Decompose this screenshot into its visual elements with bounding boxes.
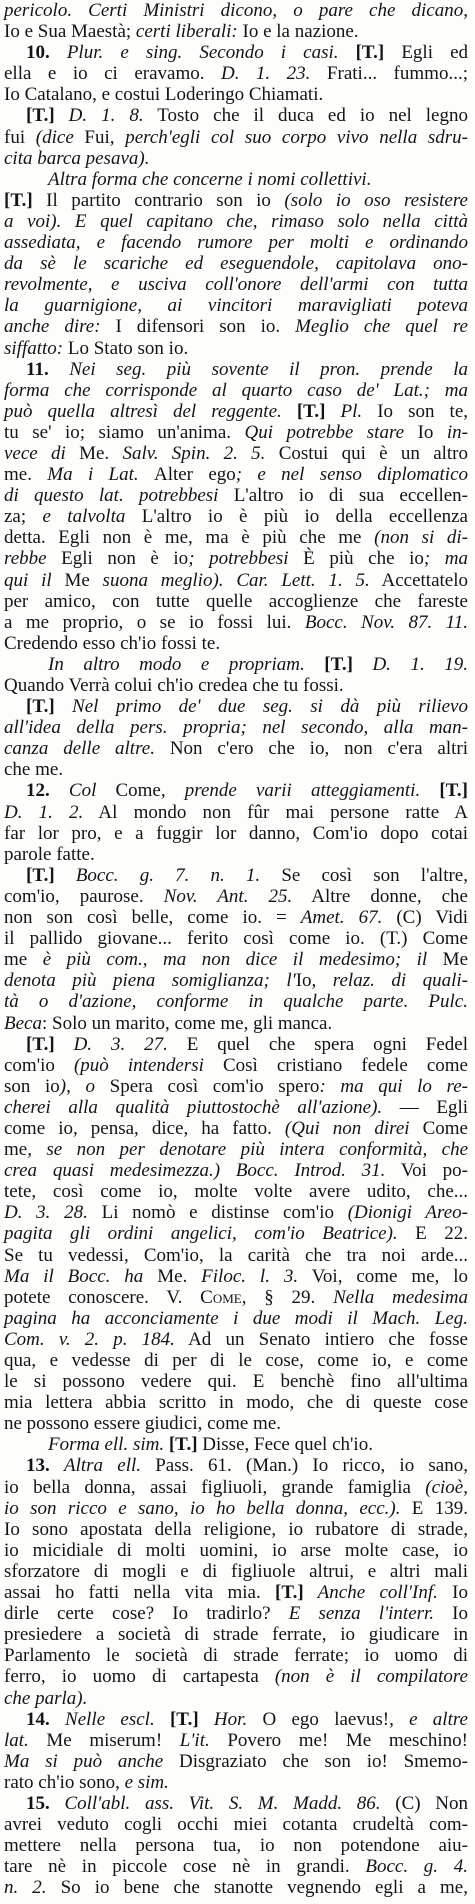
italic-run: assediata, e facendo rumore per molti e ordinando (4, 232, 468, 254)
text-run: ferro, io uomo di cartapesta (4, 1666, 275, 1688)
italic-run: è più com., ma non dice il medesimo; il (27, 949, 443, 971)
text-line (4, 63, 468, 84)
text-line (4, 907, 468, 928)
text-run: L'altro io di sua eccellen- (233, 485, 468, 507)
italic-run: cherei alla qualità piuttostochè all'azione). (4, 1096, 383, 1118)
text-run: per amico, con tutte quelle accoglienze che fareste (4, 590, 468, 612)
italic-run: Nella medesima (333, 1286, 468, 1308)
italic-run: vece di (4, 442, 80, 464)
text-line (4, 274, 468, 295)
text-line (4, 1603, 468, 1624)
italic-run: Bocc. g. 7. n. 1. (54, 864, 261, 886)
italic-run: da sè le scariche ed eseguendole, capitolava ono- (4, 253, 468, 275)
text-run: tu se' io; siamo un'anima. (4, 421, 245, 443)
text-run: E 139. (400, 1497, 468, 1519)
text-run: Non c'ero che io, non c'era altri (169, 738, 468, 760)
text-line (4, 991, 468, 1012)
bold-run: 15. (26, 1792, 65, 1814)
text-run: Egli non è io (61, 548, 189, 570)
text-run: non son così belle, come io. = (4, 907, 301, 929)
text-line (4, 527, 468, 548)
text-run: potete conoscere. V. (4, 1286, 201, 1308)
text-line (4, 148, 468, 169)
text-run: Parlamento le società di strade ferrate; io uomo di (4, 1645, 468, 1667)
text-line (4, 928, 468, 949)
text-line (4, 1139, 468, 1160)
text-run: Voi, come me, lo (298, 1265, 469, 1287)
italic-run: all'idea della pers. propria; nel secondo, alla man- (4, 717, 468, 739)
text-run: I difensori son io. (115, 316, 281, 338)
text-run: io micidiale di molti uomini, io arse molte case, io (4, 1539, 468, 1561)
italic-run: D. 3. 28. (4, 1202, 88, 1224)
italic-run: Bocc. Nov. 87. 11. (304, 611, 468, 633)
text-run: Il partito contrario son io (32, 189, 285, 211)
text-line (4, 1582, 468, 1603)
text-run: Io (437, 1582, 468, 1604)
text-run: Fui (84, 126, 110, 148)
italic-run: Amet. 67. (300, 907, 383, 929)
bold-run: [T.] (168, 1434, 198, 1456)
text-line (4, 127, 468, 148)
italic-run: Coll'abl. ass. Vit. S. M. Madd. 86. (64, 1792, 381, 1814)
text-run: me. (4, 464, 48, 486)
text-line (4, 970, 468, 991)
italic-run: qui il (4, 569, 65, 591)
italic-run: Altra forma che concerne i nomi collettivi. (48, 168, 372, 190)
text-line (4, 1371, 468, 1392)
text-line (4, 612, 468, 633)
bold-run: [T.] (296, 400, 326, 422)
italic-run: Com. v. 2. p. 184. (4, 1328, 175, 1350)
italic-run: denota più piena somiglianza; l' (4, 970, 296, 992)
text-line (4, 1013, 468, 1034)
text-run: Me miserum! (28, 1729, 180, 1751)
text-line (4, 1076, 468, 1097)
text-line (4, 1688, 468, 1709)
text-run: a me proprio, o se io fossi lui. (4, 611, 305, 633)
text-line (4, 1498, 468, 1519)
text-run: Io Catalano, e costui Loderingo Chiamati. (4, 84, 324, 106)
text-run: Io (434, 1603, 469, 1625)
text-line (4, 802, 468, 823)
italic-run: io son ricco e sano, io ho bella donna, ecc.). (4, 1497, 401, 1519)
italic-run: cita barca pesava). (4, 147, 150, 169)
text-line (4, 1561, 468, 1582)
text-line (4, 1245, 468, 1266)
text-line (4, 1118, 468, 1139)
text-line (4, 696, 468, 717)
italic-run: crea quasi medesimezza.) Bocc. Introd. 31. (4, 1160, 386, 1182)
italic-run: siffatto: (4, 337, 68, 359)
text-run: Credendo esso ch'io fossi te. (4, 632, 221, 654)
text-line (4, 316, 468, 337)
text-line (4, 1856, 468, 1877)
italic-run: ; potrebbesi (188, 548, 304, 570)
italic-run: a voi). E quel capitano che, rimaso solo nella città (4, 210, 468, 232)
italic-run: E senza l'interr. (288, 1603, 435, 1625)
italic-run: lat. (4, 1729, 29, 1751)
bold-run: [T.] (275, 1582, 304, 1604)
text-line (4, 633, 468, 654)
text-line (4, 1160, 468, 1181)
italic-run: che parla). (4, 1687, 88, 1709)
text-line (4, 1097, 468, 1118)
text-run: presiedere a società di strade ferrate, io giudicare in (4, 1624, 468, 1646)
text-run: Io son te, (362, 400, 468, 422)
text-line (4, 190, 468, 211)
text-run: Lo Stato son io. (67, 337, 189, 359)
bold-run: [T.] (324, 653, 353, 675)
text-run: qua, e vedesse di per di le cose, come io, e come (4, 1350, 468, 1371)
text-line (4, 1477, 468, 1498)
text-run: Al mondo non fûr mai persone ratte A (83, 801, 468, 823)
italic-run: Bocc. g. 4. (365, 1856, 468, 1878)
text-run: detta. Egli non è me, ma è più che me (4, 527, 375, 549)
italic-run: Filoc. l. 3. (201, 1265, 299, 1287)
text-run: Voi po- (385, 1160, 468, 1182)
italic-run: Meglio che quel re (280, 316, 468, 338)
italic-run: può quella altresì del reggente. (4, 400, 297, 422)
italic-run: ; ma (423, 548, 468, 570)
bold-run: 12. (26, 780, 69, 802)
text-run: Costui qui è un altro (265, 442, 469, 464)
bold-run: 10. (26, 42, 67, 64)
text-line (4, 443, 468, 464)
text-run: È più che io (303, 548, 424, 570)
italic-run: Ma i Lat. (47, 464, 154, 486)
bold-run: [T.] (26, 105, 55, 127)
italic-run: L'it. (179, 1729, 210, 1751)
text-run: Pass. 61. (Man.) Io ricco, io sano, (155, 1455, 468, 1477)
text-run: E 22. (397, 1223, 468, 1245)
text-line (4, 548, 468, 569)
text-line (4, 1413, 468, 1434)
text-run: Me (442, 949, 468, 971)
text-line (4, 1329, 468, 1350)
italic-run: , perch'egli col suo corpo vivo nella sdru- (109, 126, 468, 148)
text-run: mettere nella persona tua, io non potendone aiu- (4, 1835, 468, 1857)
italic-run: Nov. Ant. 25. (163, 885, 293, 907)
text-line (4, 823, 468, 844)
text-run: ella e io ci eravamo. (4, 63, 221, 85)
text-line (4, 105, 468, 126)
text-run: (C) Vidi (382, 907, 468, 929)
text-run: assai ho fatti nella vita mia. (4, 1582, 276, 1604)
text-run: Quando Verrà colui ch'io credea che tu fossi. (4, 675, 344, 696)
text-line (4, 1709, 468, 1730)
text-line (4, 1793, 468, 1814)
italic-run: di questo lat. potrebbesi (4, 485, 234, 507)
text-line (4, 1835, 468, 1856)
text-run: Spera così com'io spero (109, 1075, 320, 1097)
italic-run: , relaz. di quali- (311, 970, 468, 992)
text-line (4, 42, 468, 63)
text-line (4, 422, 468, 443)
italic-run: Anche coll'Inf. (303, 1582, 438, 1604)
text-run: Me. (79, 442, 123, 464)
bold-run: [T.] (355, 42, 385, 64)
italic-run: Beca (4, 1012, 42, 1034)
text-line (4, 1519, 468, 1540)
italic-run: D. 1. 2. (4, 801, 84, 823)
text-line (4, 1266, 468, 1287)
text-run: Altre donne, che (292, 885, 468, 907)
italic-run: e sim. (124, 1771, 169, 1793)
italic-run: (dice (35, 126, 85, 148)
bold-run: [T.] (26, 1033, 55, 1055)
italic-run: In altro modo e propriam. (48, 653, 325, 675)
text-run: tare nè in piccole cose nè in grandi. (4, 1856, 366, 1878)
bold-run: 14. (26, 1708, 66, 1730)
text-run: Io e Sua Maestà; (4, 21, 136, 43)
text-line (4, 1434, 468, 1455)
italic-run: ; e nel senso diplomatico (235, 464, 469, 486)
text-run: tete, così come io, molte volte avere udito, che... (4, 1181, 468, 1203)
text-run: fui (4, 126, 36, 148)
text-run: Se così son l'altre, (260, 864, 468, 886)
italic-run: Nei seg. più sovente il pron. prende la (69, 358, 468, 380)
italic-run: (Qui non direi (284, 1117, 423, 1139)
text-run: Alter ego (153, 464, 236, 486)
text-run: za; (4, 506, 43, 528)
text-line (4, 1877, 468, 1898)
text-run: com'io (4, 1054, 74, 1076)
italic-run: D. 1. 23. (220, 63, 311, 85)
italic-run: Col (68, 780, 116, 802)
text-line (4, 1055, 468, 1076)
text-run: Povero me! Me meschino! (209, 1729, 468, 1751)
italic-run: suona meglio). Car. Lett. 1. 5. (89, 569, 370, 591)
text-run: Disgraziato che son io! Smemo- (179, 1750, 468, 1772)
italic-run: D. 3. 27. (54, 1033, 168, 1055)
text-line (4, 886, 468, 907)
italic-run: Hor. (198, 1708, 248, 1730)
text-line (4, 380, 468, 401)
text-run: far lor pro, e a fuggir lor danno, Com'io dopo cotai (4, 822, 468, 844)
italic-run: (solo io oso resistere (284, 189, 468, 211)
italic-run: , se non per denotare più intera conformità, che (27, 1139, 468, 1161)
italic-run: Forma ell. sim. (48, 1434, 169, 1456)
text-line (4, 1034, 468, 1055)
text-line (4, 21, 468, 42)
text-run: — Egli (382, 1096, 468, 1118)
text-line (4, 1308, 468, 1329)
text-run: me (4, 949, 28, 971)
italic-run: (Dionigi Areo- (347, 1202, 468, 1224)
text-run: ne possono essere giudici, come me. (4, 1413, 282, 1435)
text-run: E quel che spera ogni Fedel (167, 1033, 468, 1055)
text-run: parole fatte. (4, 843, 95, 865)
text-line (4, 949, 468, 970)
text-run: rato ch'io sono, (4, 1771, 125, 1793)
bold-run: [T.] (4, 189, 33, 211)
italic-run: , prende varii atteggiamenti. (160, 780, 440, 802)
italic-run: Nelle escl. (65, 1708, 170, 1730)
text-run: Ad un Senato intiero che fosse (174, 1328, 468, 1350)
italic-run: Ma il Bocc. ha (4, 1265, 158, 1287)
text-run: Così cristiano fedele come (222, 1054, 468, 1076)
text-line (4, 359, 468, 380)
text-run: Se tu vedessi, Com'io, la carità che tra noi arde... (4, 1244, 468, 1266)
text-run: le si possono vedere qui. E benchè fino all'ultima (4, 1371, 468, 1393)
text-run: Egli ed (384, 42, 468, 64)
text-line (4, 253, 468, 274)
text-line (4, 780, 468, 801)
text-line (4, 464, 468, 485)
italic-run: rebbe (4, 548, 62, 570)
text-run: son io (4, 1075, 60, 1097)
italic-run: : ma qui lo re- (319, 1075, 468, 1097)
text-run: Disse, Fece quel ch'io. (197, 1434, 373, 1456)
text-run: come io, pensa, dice, ha fatto. (4, 1117, 285, 1139)
text-line (4, 1814, 468, 1835)
italic-run: , e altre (389, 1708, 468, 1730)
text-line (4, 1223, 468, 1244)
text-run: io bella donna, assai figliuoli, grande famiglia (4, 1476, 426, 1498)
italic-run: (cioè, (425, 1476, 468, 1498)
italic-run: Altra ell. (63, 1455, 156, 1477)
text-line (4, 401, 468, 422)
text-run: O ego laevus! (247, 1708, 390, 1730)
text-run: So io bene che stanotte vegnendo egli a me, (46, 1877, 468, 1899)
italic-run: revolmente, e usciva coll'onore dell'armi con tutta (4, 274, 468, 296)
bold-run: [T.] (26, 864, 55, 886)
smallcaps-run: Come (200, 1286, 242, 1308)
text-line (4, 1392, 468, 1413)
text-run: mia lettera abbia scritto in modo, che di queste cose (4, 1392, 468, 1414)
italic-run: Salv. Spin. 2. 5. (122, 442, 266, 464)
italic-run: la guarnigione, ai vincitori maravigliati poteva (4, 295, 468, 317)
text-line (4, 759, 468, 780)
text-line (4, 0, 468, 21)
text-line (4, 844, 468, 865)
text-run: Tosto che il duca ed io nel legno (143, 105, 468, 127)
text-run: Io (295, 970, 312, 992)
text-line (4, 485, 468, 506)
text-line (4, 338, 468, 359)
text-line (4, 295, 468, 316)
text-run: com'io, paurose. (4, 885, 164, 907)
text-run: Accettatelo (369, 569, 468, 591)
text-line (4, 506, 468, 527)
italic-run: D. 1. 8. (54, 105, 144, 127)
italic-run: n. 2. (4, 1877, 47, 1899)
text-line (4, 717, 468, 738)
italic-run: anche dire: (4, 316, 116, 338)
text-line (4, 1540, 468, 1561)
italic-run: certi liberali: (135, 21, 243, 43)
text-line (4, 591, 468, 612)
italic-run: in- (433, 421, 468, 443)
italic-run: (non si di- (374, 527, 469, 549)
text-line (4, 1730, 468, 1751)
text-run: , § 29. (241, 1286, 334, 1308)
italic-run: Nel primo de' due seg. si dà più rilievo (54, 696, 468, 718)
italic-run: Qui potrebbe stare (244, 421, 418, 443)
text-run: (C) Non (380, 1792, 468, 1814)
text-line (4, 1772, 468, 1793)
text-run: sforzatore di mogli e di figliuole altrui, e altri mali (4, 1560, 468, 1582)
bold-run: [T.] (169, 1708, 199, 1730)
italic-run: Ma si può anche (4, 1750, 180, 1772)
text-line (4, 1751, 468, 1772)
text-line (4, 1350, 468, 1371)
italic-run: pagina ha acconciamente i due modi il Mach. Leg. (4, 1307, 468, 1329)
text-run: Io e la nazione. (242, 21, 359, 43)
text-run: Come (422, 1117, 468, 1139)
italic-run: Pl. (325, 400, 363, 422)
italic-run: canza delle altre. (4, 738, 170, 760)
italic-run: ), o (59, 1075, 110, 1097)
italic-run: pagita gli ordini angelici, com'io Beatrice). (4, 1223, 398, 1245)
italic-run: D. 1. 19. (352, 653, 468, 675)
text-run: avrei veduto cogli occhi miei cotanta crudeltà com- (4, 1814, 468, 1836)
text-line (4, 211, 468, 232)
text-line (4, 1202, 468, 1223)
text-line (4, 675, 468, 696)
text-run: Li nomò e distinse com'io (87, 1202, 348, 1224)
text-run: Io sono apostata della religione, io rubatore di strade, (4, 1518, 468, 1540)
italic-run: (può intendersi (73, 1054, 223, 1076)
text-line (4, 169, 468, 190)
text-run: Me (64, 569, 90, 591)
text-run: il pallido giovane... ferito così come io. (T.) Come (4, 928, 468, 950)
italic-run: pericolo. Certi Ministri dicono, o pare che dicano, (4, 0, 468, 21)
text-line (4, 738, 468, 759)
text-run: Frati... fummo...; (310, 63, 468, 85)
bold-run: [T.] (439, 780, 469, 802)
text-run: me (4, 1139, 28, 1161)
text-run: : Solo un marito, come me, gli manca. (41, 1012, 333, 1034)
text-run: Come (115, 780, 161, 802)
text-run: L'altro io è più io della eccellenza (141, 506, 468, 528)
italic-run: e talvolta (42, 506, 142, 528)
text-line (4, 570, 468, 591)
text-line (4, 1624, 468, 1645)
italic-run: tà o d'azione, conforme in qualche parte. Pulc. (4, 991, 468, 1013)
text-line (4, 232, 468, 253)
bold-run: 11. (26, 358, 70, 380)
text-line (4, 865, 468, 886)
italic-run: forma che corrisponde al quarto caso de' Lat.; ma (4, 379, 468, 401)
text-run: Me. (157, 1265, 202, 1287)
bold-run: [T.] (26, 696, 55, 718)
text-line (4, 84, 468, 105)
text-run: che me. (4, 759, 64, 781)
italic-run: Plur. e sing. Secondo i casi. (66, 42, 356, 64)
text-line (4, 1181, 468, 1202)
text-line (4, 1666, 468, 1687)
text-line (4, 1645, 468, 1666)
text-line (4, 1287, 468, 1308)
text-run: Io (417, 421, 434, 443)
italic-run: (non è il compilatore (274, 1666, 468, 1688)
text-line (4, 1455, 468, 1476)
bold-run: 13. (26, 1455, 64, 1477)
text-line (4, 654, 468, 675)
text-run: dirle certe cose? Io tradirlo? (4, 1603, 289, 1625)
